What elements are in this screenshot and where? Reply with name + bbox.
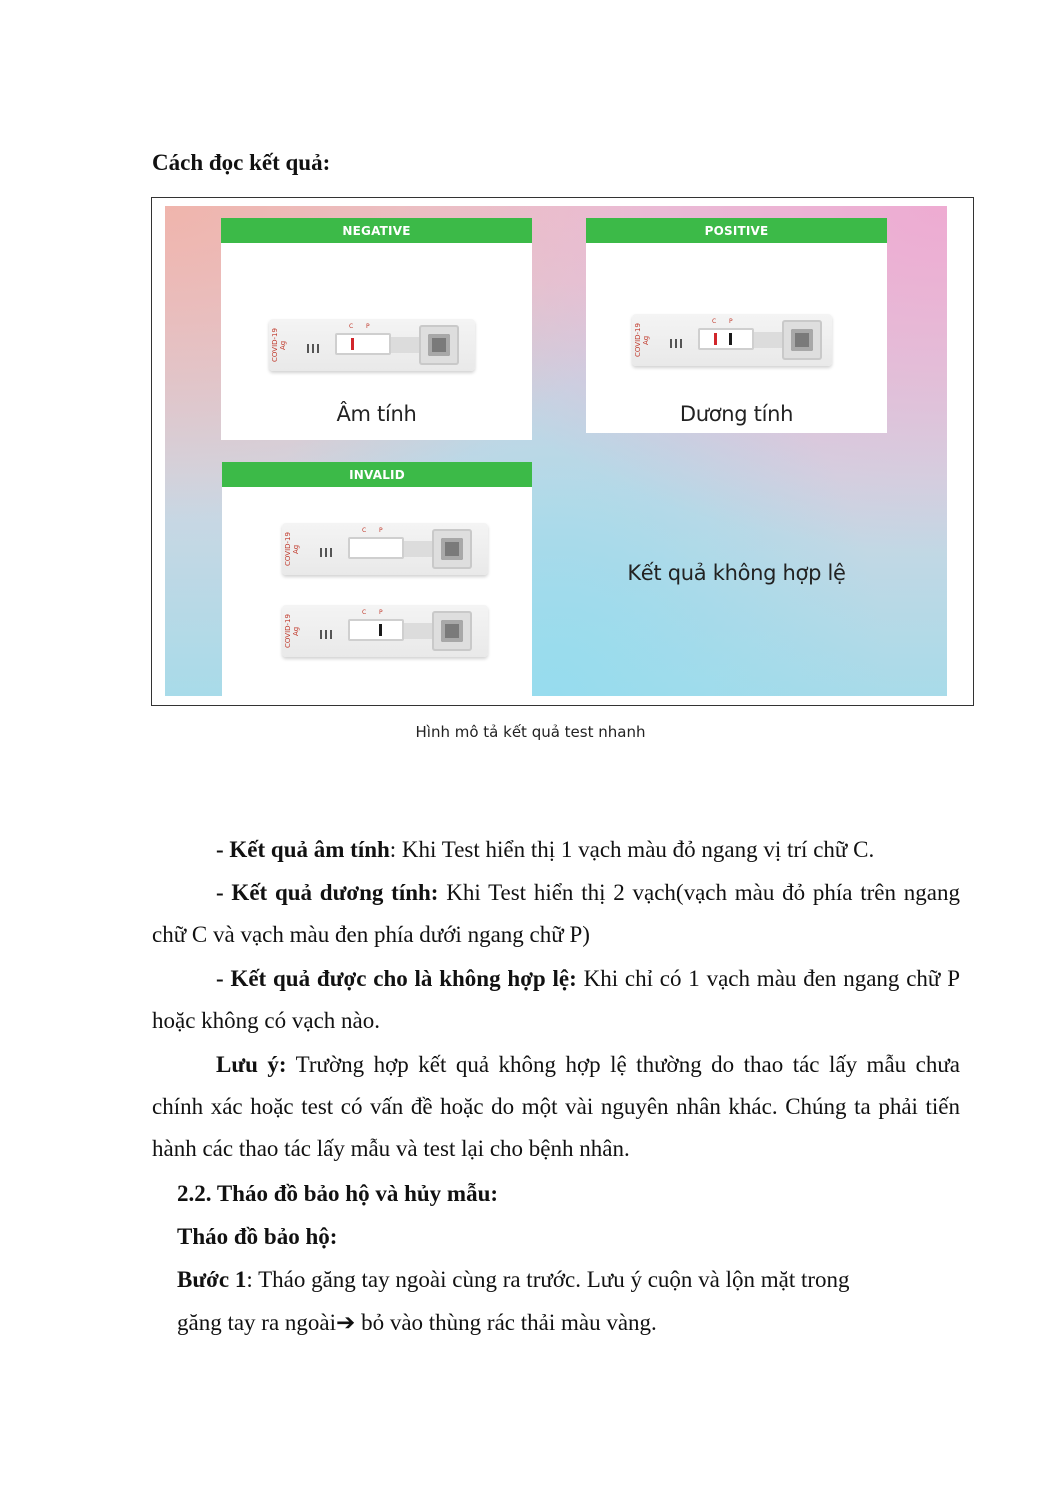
cassette-dashes bbox=[320, 544, 336, 554]
test-cassette bbox=[282, 523, 488, 575]
mark-c: C bbox=[362, 527, 367, 534]
invalid-header: INVALID bbox=[222, 462, 532, 487]
negative-desc: : Khi Test hiển thị 1 vạch màu đỏ ngang vị trí chữ C. bbox=[389, 837, 875, 862]
cassette-text: COVID-19 Ag bbox=[284, 614, 300, 648]
control-line-red bbox=[351, 338, 354, 350]
step-text-2a: găng tay ra ngoài bbox=[177, 1310, 337, 1335]
mark-p: P bbox=[729, 318, 733, 325]
mark-p: P bbox=[366, 323, 370, 330]
positive-header: POSITIVE bbox=[586, 218, 887, 243]
note-desc: Trường hợp kết quả không hợp lệ thường do thao tác lấy mẫu chưa chính xác hoặc test có vấn đề hoặc do một vài nguyên nhân khác. Chúng ta phải tiến hành các thao tác lấy mẫu và test lại cho bệnh nhân. bbox=[152, 1052, 961, 1161]
cassette-neck bbox=[404, 541, 432, 557]
negative-term: - Kết quả âm tính bbox=[216, 837, 390, 862]
cassette-neck bbox=[404, 623, 432, 639]
negative-label: Âm tính bbox=[336, 402, 417, 426]
step-label: Bước 1 bbox=[177, 1267, 247, 1292]
step-text-2b: bỏ vào thùng rác thải màu vàng. bbox=[355, 1310, 657, 1335]
mark-c: C bbox=[349, 323, 354, 330]
note-term: Lưu ý: bbox=[216, 1052, 287, 1077]
invalid-card bbox=[222, 462, 532, 696]
negative-header: NEGATIVE bbox=[221, 218, 532, 243]
test-cassette bbox=[282, 605, 488, 657]
paragraph-note bbox=[152, 1044, 960, 1170]
result-window bbox=[348, 537, 404, 559]
cassette-text: COVID-19 Ag bbox=[634, 323, 650, 357]
control-line-red bbox=[714, 333, 717, 345]
arrow-icon: ➔ bbox=[336, 1310, 356, 1335]
section-title: 2.2. Tháo đồ bảo hộ và hủy mẫu: bbox=[177, 1181, 499, 1206]
mark-p: P bbox=[379, 609, 383, 616]
sample-well bbox=[782, 320, 822, 360]
step-1-continued bbox=[177, 1302, 957, 1344]
cassette-dashes bbox=[670, 335, 686, 345]
result-window bbox=[335, 333, 391, 355]
invalid-term: - Kết quả được cho là không hợp lệ: bbox=[216, 966, 577, 991]
cassette-neck bbox=[391, 337, 419, 353]
test-cassette bbox=[269, 319, 475, 371]
positive-label: Dương tính bbox=[679, 402, 794, 426]
test-line-black bbox=[729, 333, 732, 345]
test-line-black bbox=[379, 624, 382, 636]
result-window bbox=[698, 328, 754, 350]
step-1 bbox=[177, 1259, 957, 1301]
cassette-text: COVID-19 Ag bbox=[284, 532, 300, 566]
positive-desc: Khi Test hiển thị 2 vạch(vạch màu đỏ phía trên ngang chữ C và vạch màu đen phía dưới ngang chữ P) bbox=[152, 880, 960, 947]
invalid-desc: Khi chỉ có 1 vạch màu đen ngang chữ P hoặc không có vạch nào. bbox=[152, 966, 960, 1033]
section-heading: Cách đọc kết quả: bbox=[152, 150, 331, 175]
negative-card bbox=[221, 218, 532, 440]
paragraph-positive bbox=[152, 872, 960, 956]
step-text-1: : Tháo găng tay ngoài cùng ra trước. Lưu ý cuộn và lộn mặt trong bbox=[246, 1267, 850, 1292]
cassette-dashes bbox=[307, 340, 323, 350]
sample-well bbox=[432, 611, 472, 651]
result-window bbox=[348, 619, 404, 641]
positive-card bbox=[586, 218, 887, 433]
figure-background bbox=[165, 206, 947, 696]
paragraph-negative bbox=[152, 829, 960, 871]
mark-p: P bbox=[379, 527, 383, 534]
cassette-dashes bbox=[320, 626, 336, 636]
subheading: Tháo đồ bảo hộ: bbox=[177, 1224, 338, 1249]
cassette-neck bbox=[754, 332, 782, 348]
sample-well bbox=[419, 325, 459, 365]
positive-term: - Kết quả dương tính: bbox=[216, 880, 439, 905]
figure-caption: Hình mô tả kết quả test nhanh bbox=[415, 723, 646, 741]
mark-c: C bbox=[362, 609, 367, 616]
result-figure bbox=[151, 197, 974, 706]
sample-well bbox=[432, 529, 472, 569]
test-cassette bbox=[632, 314, 832, 366]
cassette-text: COVID-19 Ag bbox=[271, 328, 287, 362]
invalid-label: Kết quả không hợp lệ bbox=[627, 561, 846, 585]
paragraph-invalid bbox=[152, 958, 960, 1042]
mark-c: C bbox=[712, 318, 717, 325]
